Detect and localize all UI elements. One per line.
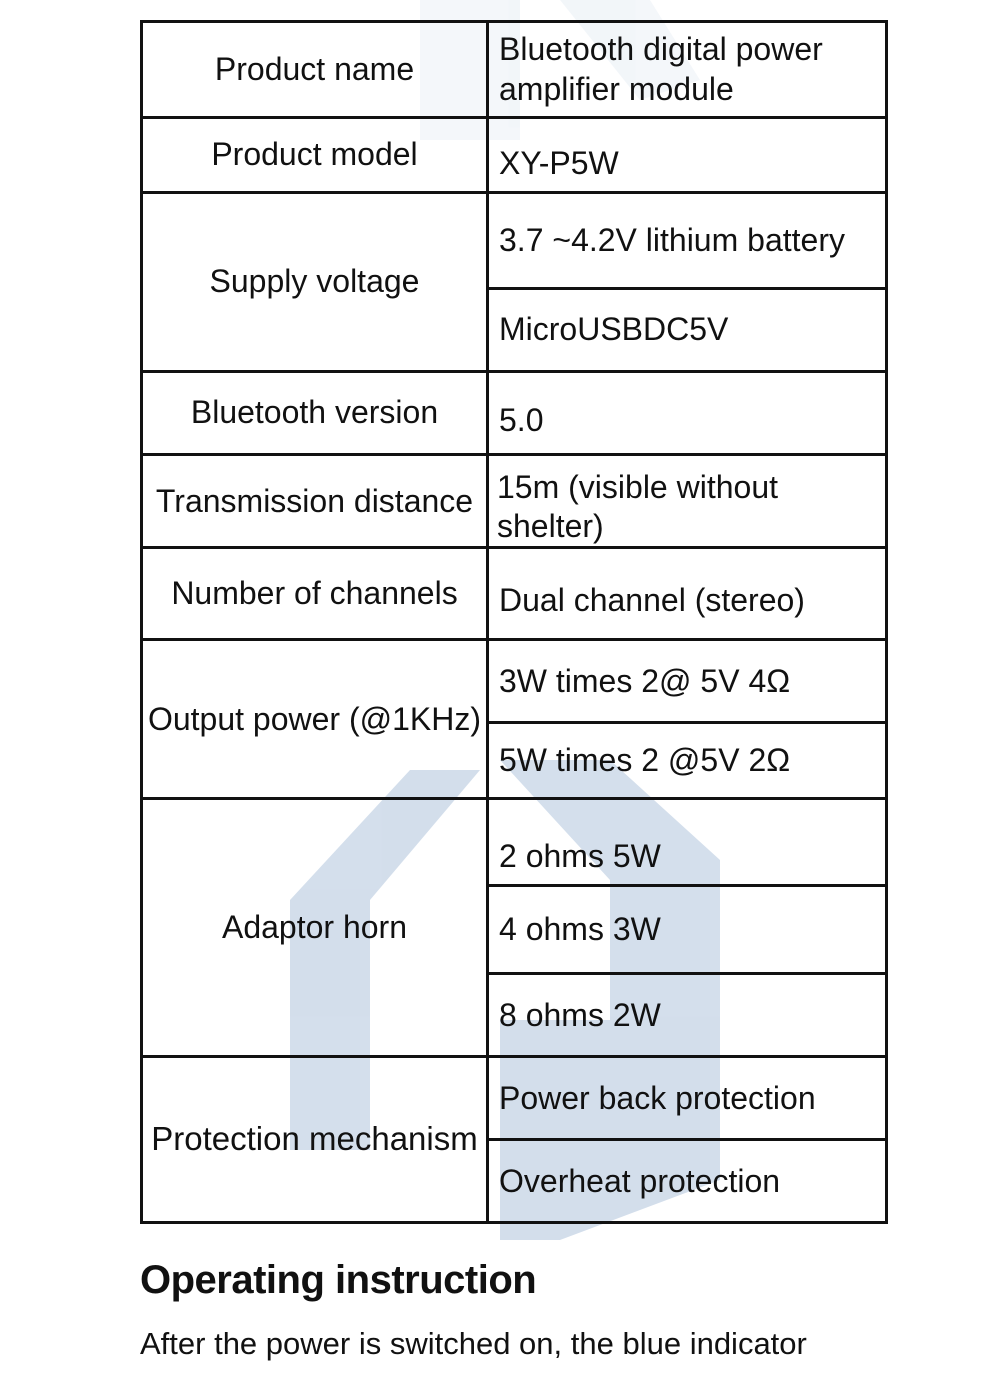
transmission-distance-label: Transmission distance [142,455,488,548]
output-power-value-1: 3W times 2@ 5V 4Ω [488,640,887,723]
section-text: After the power is switched on, the blue indicator [140,1326,807,1361]
adaptor-horn-value-1: 2 ohms 5W [488,799,887,886]
supply-voltage-value-1: 3.7 ~4.2V lithium battery [488,193,887,289]
spec-table [140,20,888,1224]
transmission-distance-value: 15m (visible without shelter) [488,455,887,548]
adaptor-horn-value-2: 4 ohms 3W [488,886,887,974]
product-name-value: Bluetooth digital power amplifier module [488,22,887,118]
adaptor-horn-label: Adaptor horn [142,799,488,1057]
protection-value-1: Power back protection [488,1057,887,1140]
supply-voltage-label: Supply voltage [142,193,488,372]
section-heading: Operating instruction [140,1258,537,1302]
output-power-value-2: 5W times 2 @5V 2Ω [488,723,887,799]
bluetooth-version-value: 5.0 [488,372,887,455]
supply-voltage-value-2: MicroUSBDC5V [488,289,887,372]
channels-label: Number of channels [142,548,488,640]
adaptor-horn-value-3: 8 ohms 2W [488,974,887,1057]
product-name-label: Product name [142,22,488,118]
channels-value: Dual channel (stereo) [488,548,887,640]
bluetooth-version-label: Bluetooth version [142,372,488,455]
output-power-label: Output power (@1KHz) [142,640,488,799]
protection-label: Protection mechanism [142,1057,488,1223]
product-model-value: XY-P5W [488,118,887,193]
product-model-label: Product model [142,118,488,193]
protection-value-2: Overheat protection [488,1140,887,1223]
